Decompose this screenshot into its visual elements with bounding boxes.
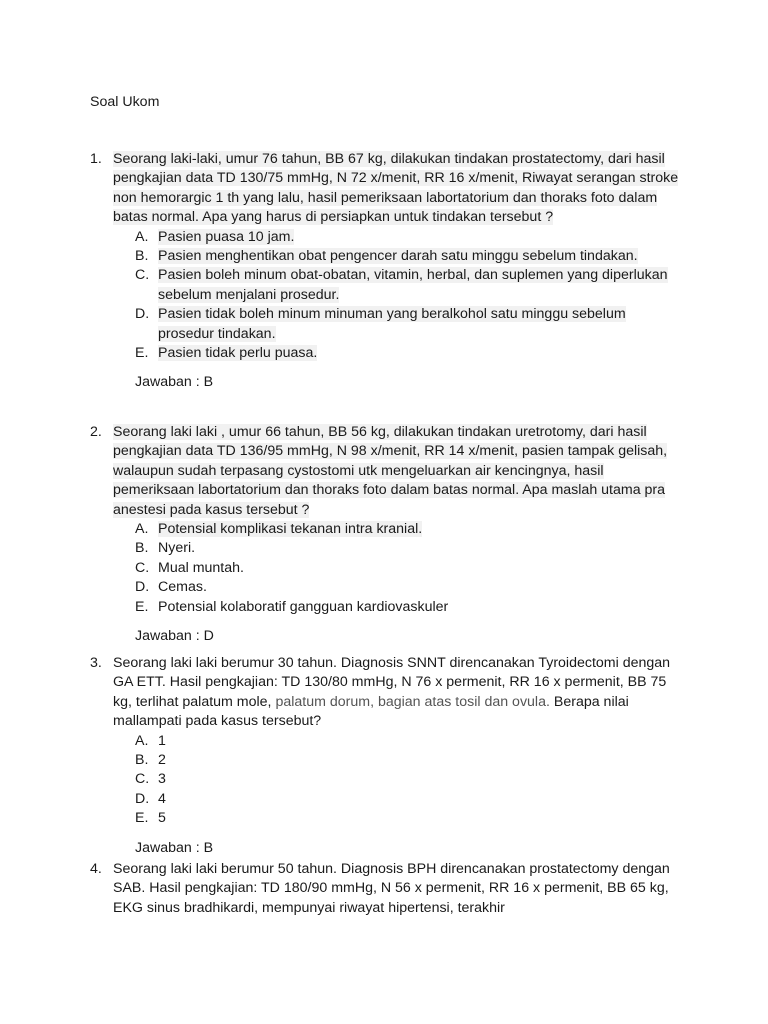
option-text: 3 xyxy=(158,771,166,788)
option-letter: C. xyxy=(135,559,150,576)
question-text-highlight: Seorang laki laki , umur 66 tahun, BB 56 kg, dilakukan tindakan uretrotomy, dari hasil pengkajian data TD 136/95 mmHg, N 98 x/menit, RR 14 x/menit, pasien tampak gelisah, walaupun sudah terpasang cystostomi utk mengeluarkan air kencingnya, hasil pemeriksaan labortatorium dan thoraks foto dalam batas normal. Apa maslah utama pra anestesi pada kasus tersebut ? xyxy=(113,424,668,518)
option-letter: C. xyxy=(135,771,150,788)
question-text-part: Berapa nilai mallampati pada kasus tersebut? xyxy=(113,693,629,730)
option-e xyxy=(135,598,678,617)
option-text: Pasien menghentikan obat pengencer darah satu minggu sebelum tindakan. xyxy=(158,248,638,265)
option-letter: C. xyxy=(135,267,150,284)
option-e xyxy=(135,344,678,363)
answer-prefix: Jawaban : xyxy=(135,628,204,645)
option-text: Cemas. xyxy=(158,579,207,596)
option-text: Pasien tidak boleh minum minuman yang beralkohol satu minggu sebelum prosedur tindakan. xyxy=(158,306,626,342)
question-text-gray: palatum dorum, bagian atas tosil dan ovula. xyxy=(275,693,550,710)
option-text: Pasien boleh minum obat-obatan, vitamin, herbal, dan suplemen yang diperlukan sebelum menjalani prosedur. xyxy=(158,267,668,303)
option-b xyxy=(135,247,678,266)
option-text: Potensial komplikasi tekanan intra kranial. xyxy=(158,521,423,538)
option-letter: E. xyxy=(135,810,149,827)
answer-value: D xyxy=(203,628,214,645)
option-list xyxy=(90,732,690,829)
question-text-highlight: Seorang laki-laki, umur 76 tahun, BB 67 kg, dilakukan tindakan prostatectomy, dari hasil pengkajian data TD 130/75 mmHg, N 72 x/menit, RR 16 x/menit, Riwayat serangan stroke non hemorargic 1 th yang lalu, hasil pemeriksaan labortatorium dan thoraks foto dalam batas normal. Apa yang harus di persiapkan untuk tindakan tersebut ? xyxy=(113,151,679,226)
option-letter: B. xyxy=(135,248,149,265)
option-b xyxy=(135,539,678,558)
question-number: 4. xyxy=(90,861,102,877)
question-4 xyxy=(90,860,690,918)
option-e xyxy=(135,809,678,828)
question-text xyxy=(113,654,683,732)
question-number: 1. xyxy=(90,151,102,167)
option-c xyxy=(135,559,678,578)
option-text: Pasien puasa 10 jam. xyxy=(158,228,295,245)
answer-line xyxy=(135,839,690,858)
document-title: Soal Ukom xyxy=(90,94,160,110)
option-text: 4 xyxy=(158,790,166,807)
question-text: Seorang laki laki berumur 50 tahun. Diagnosis BPH direncanakan prostatectomy dengan SAB. Hasil pengkajian: TD 180/90 mmHg, N 56 x permenit, RR 16 x permenit, BB 65 kg, EKG sinus bradhikardi, mempunyai riwayat hipertensi, terakhir xyxy=(113,861,670,916)
option-letter: D. xyxy=(135,790,150,807)
option-letter: D. xyxy=(135,579,150,596)
option-a xyxy=(135,732,678,751)
option-letter: E. xyxy=(135,598,149,615)
answer-line xyxy=(135,627,690,646)
option-letter: A. xyxy=(135,732,149,749)
answer-prefix: Jawaban : xyxy=(135,839,204,856)
option-text: Potensial kolaboratif gangguan kardiovaskuler xyxy=(158,598,449,615)
option-text: 1 xyxy=(158,732,166,749)
question-3 xyxy=(90,654,690,858)
option-text: 5 xyxy=(158,810,166,827)
option-text: Nyeri. xyxy=(158,540,196,557)
option-letter: E. xyxy=(135,345,149,362)
question-text xyxy=(113,150,683,228)
option-a xyxy=(135,228,678,247)
question-2 xyxy=(90,423,690,646)
option-text: 2 xyxy=(158,752,166,769)
option-c xyxy=(135,770,678,789)
option-text: Mual muntah. xyxy=(158,559,244,576)
answer-prefix: Jawaban : xyxy=(135,374,204,391)
question-text-part: Seorang laki laki berumur 30 tahun. Diagnosis SNNT direncanakan Tyroidectomi dengan GA ETT. Hasil pengkajian: TD 130/80 mmHg, N 76 x permenit, RR 16 x permenit, BB 75 kg, terlihat palatum mole, xyxy=(113,655,671,710)
option-d xyxy=(135,790,678,809)
option-d xyxy=(135,305,678,344)
question-number: 2. xyxy=(90,424,102,440)
question-1 xyxy=(90,150,690,393)
option-c xyxy=(135,266,678,305)
option-text: Pasien tidak perlu puasa. xyxy=(158,345,318,362)
option-d xyxy=(135,578,678,597)
option-letter: D. xyxy=(135,306,150,323)
option-list xyxy=(90,228,690,364)
option-letter: B. xyxy=(135,752,149,769)
option-a xyxy=(135,520,678,539)
question-text xyxy=(113,423,683,520)
answer-value: B xyxy=(203,374,214,391)
option-list xyxy=(90,520,690,617)
option-b xyxy=(135,751,678,770)
answer-value: B xyxy=(203,839,214,856)
answer-line xyxy=(135,373,690,392)
option-letter: B. xyxy=(135,540,149,557)
question-number: 3. xyxy=(90,655,102,671)
option-letter: A. xyxy=(135,521,149,538)
option-letter: A. xyxy=(135,228,149,245)
